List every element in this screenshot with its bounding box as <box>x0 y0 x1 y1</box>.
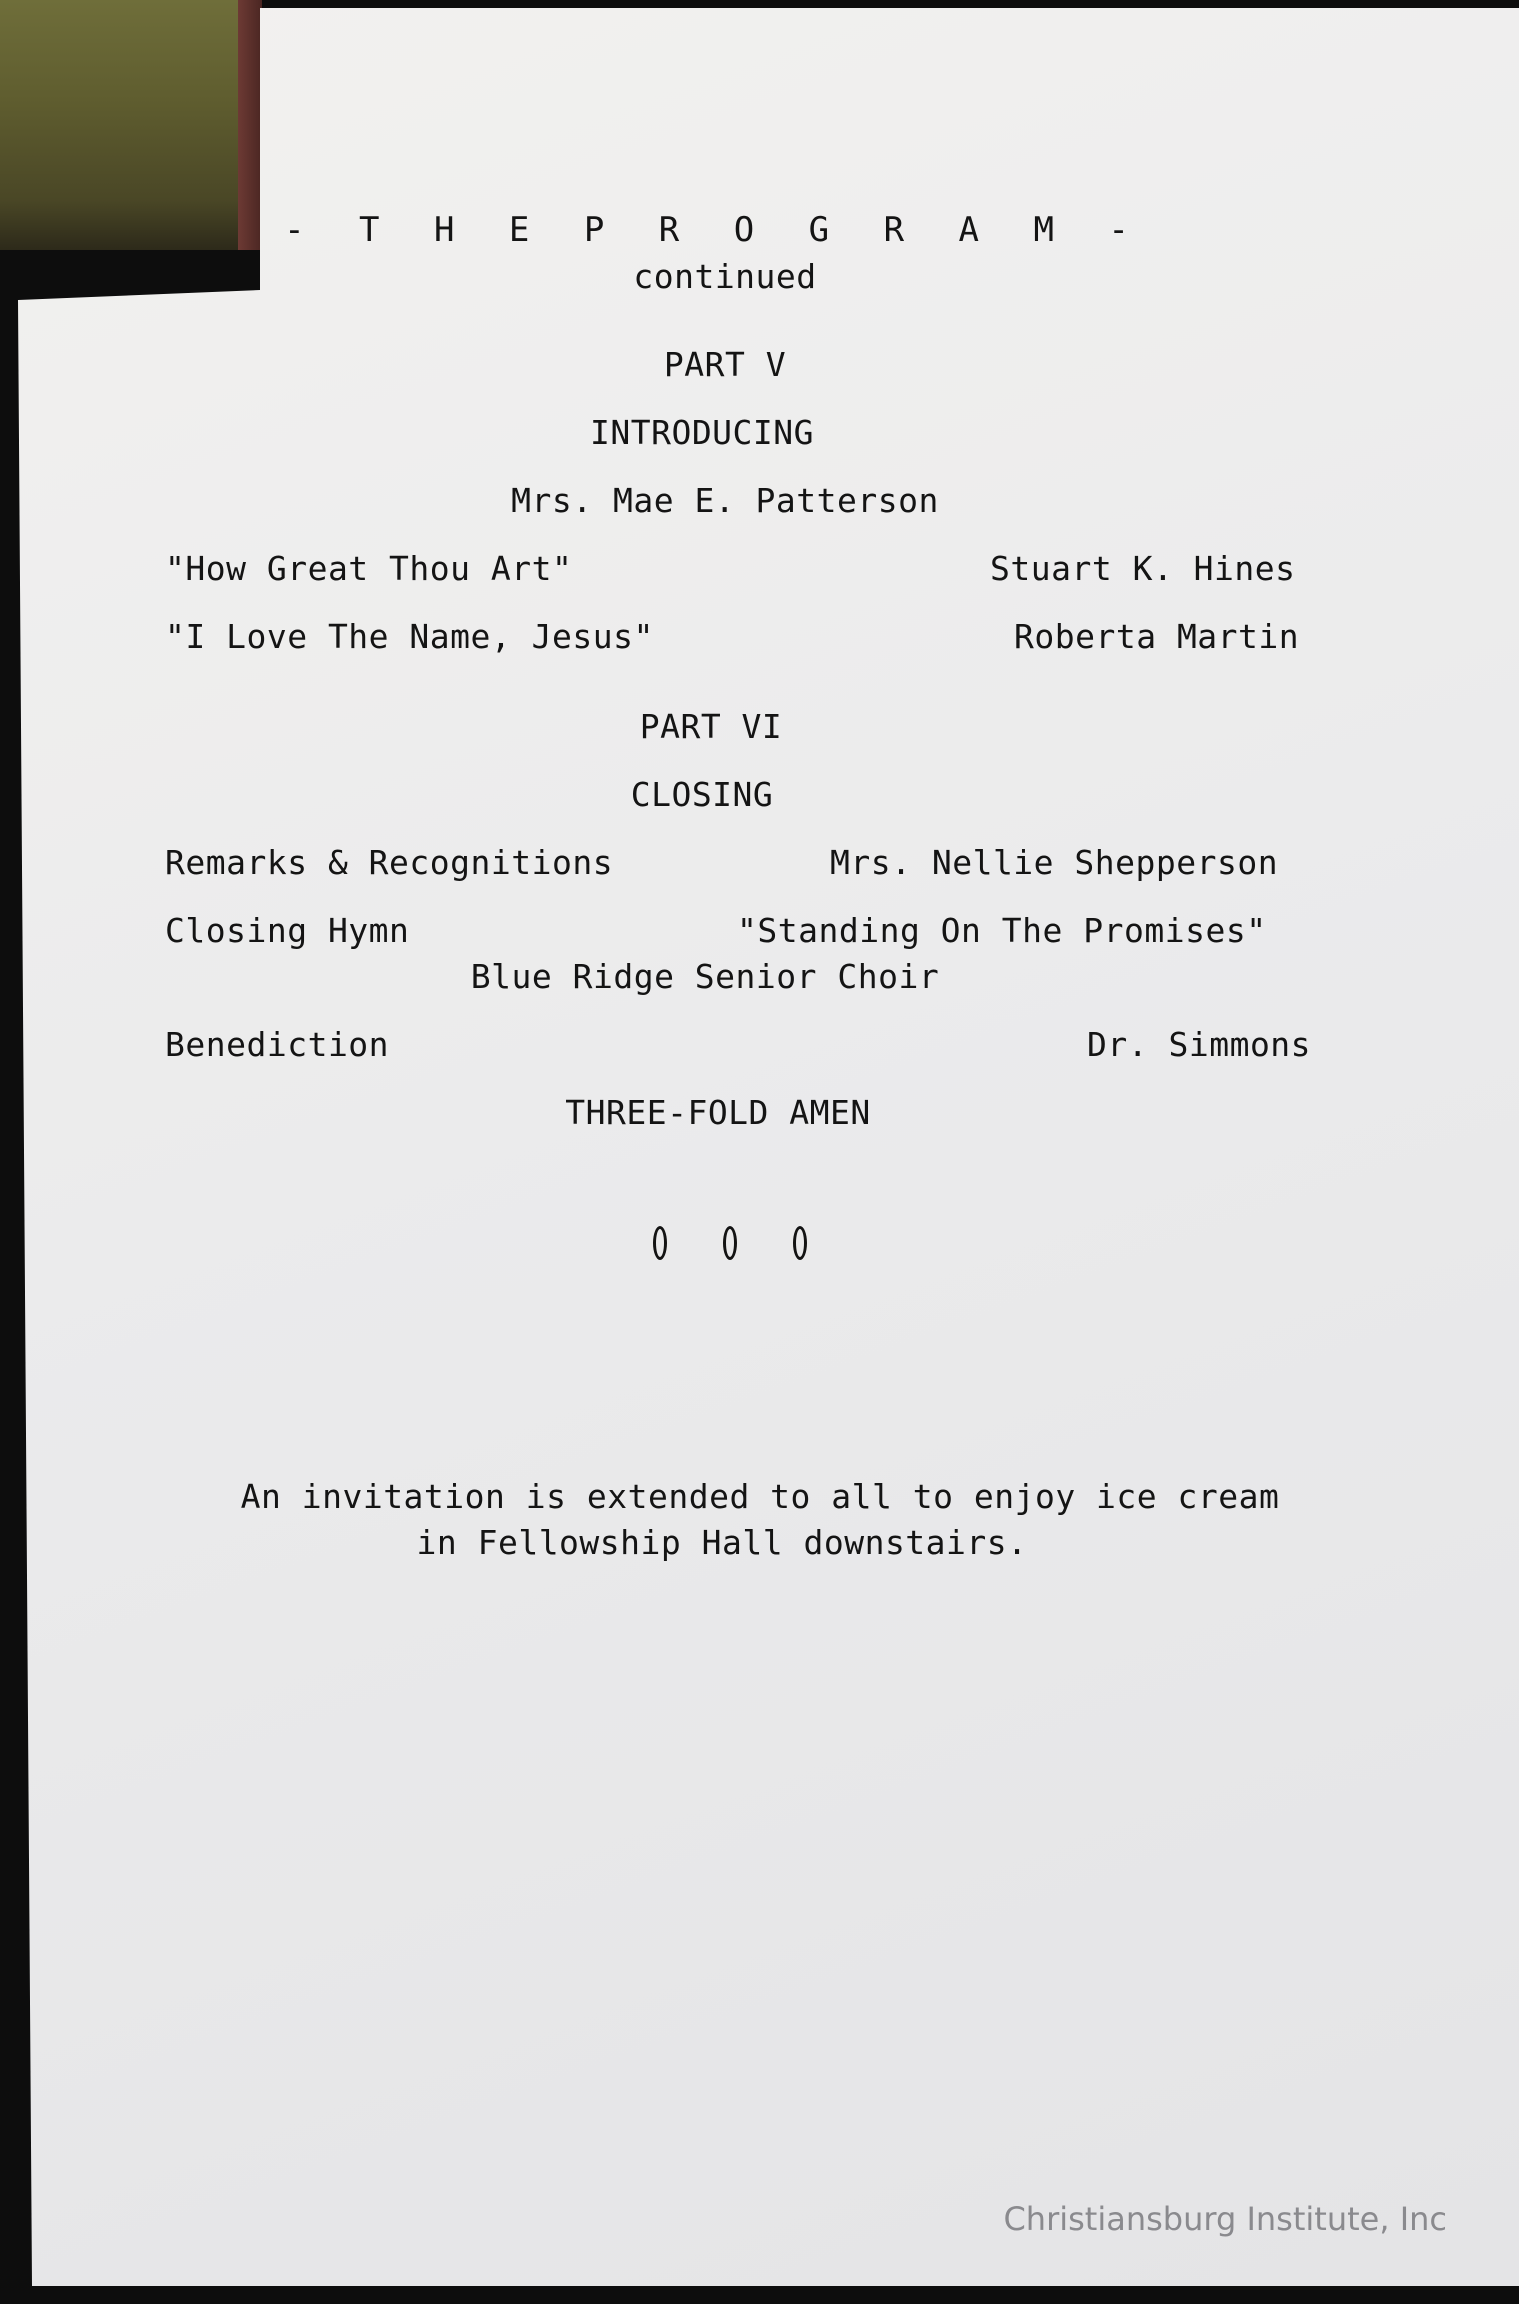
choir-name: Blue Ridge Senior Choir <box>470 957 940 996</box>
closing-heading: CLOSING <box>630 775 774 814</box>
book-spine-edge <box>238 0 262 250</box>
song-title-1: "How Great Thou Art" <box>165 549 573 588</box>
ornament-mark-icon <box>653 1226 667 1260</box>
closing-hymn-label: Closing Hymn <box>165 911 410 950</box>
introducing-heading: INTRODUCING <box>589 413 815 452</box>
remarks-person: Mrs. Nellie Shepperson <box>830 843 1279 882</box>
song-title-2: "I Love The Name, Jesus" <box>165 617 654 656</box>
song-composer-2: Roberta Martin <box>1014 617 1300 656</box>
ornament-mark-icon <box>793 1226 807 1260</box>
remarks-label: Remarks & Recognitions <box>165 843 614 882</box>
closing-hymn-title: "Standing On The Promises" <box>737 911 1267 950</box>
archive-watermark: Christiansburg Institute, Inc <box>1003 2200 1447 2238</box>
invitation-line-1: An invitation is extended to all to enjoy ice cream <box>240 1477 1280 1516</box>
program-subtitle: continued <box>633 257 817 296</box>
benediction-person: Dr. Simmons <box>1087 1025 1312 1064</box>
program-title: - T H E P R O G R A M - <box>284 210 1146 250</box>
amen-heading: THREE-FOLD AMEN <box>565 1093 871 1132</box>
part-vi-heading: PART VI <box>639 707 783 746</box>
speaker-name: Mrs. Mae E. Patterson <box>511 481 939 520</box>
book-cover-edge <box>0 0 262 250</box>
song-composer-1: Stuart K. Hines <box>990 549 1296 588</box>
ornament-mark-icon <box>723 1226 737 1260</box>
benediction-label: Benediction <box>165 1025 390 1064</box>
part-v-heading: PART V <box>663 345 787 384</box>
invitation-line-2: in Fellowship Hall downstairs. <box>416 1523 1028 1562</box>
